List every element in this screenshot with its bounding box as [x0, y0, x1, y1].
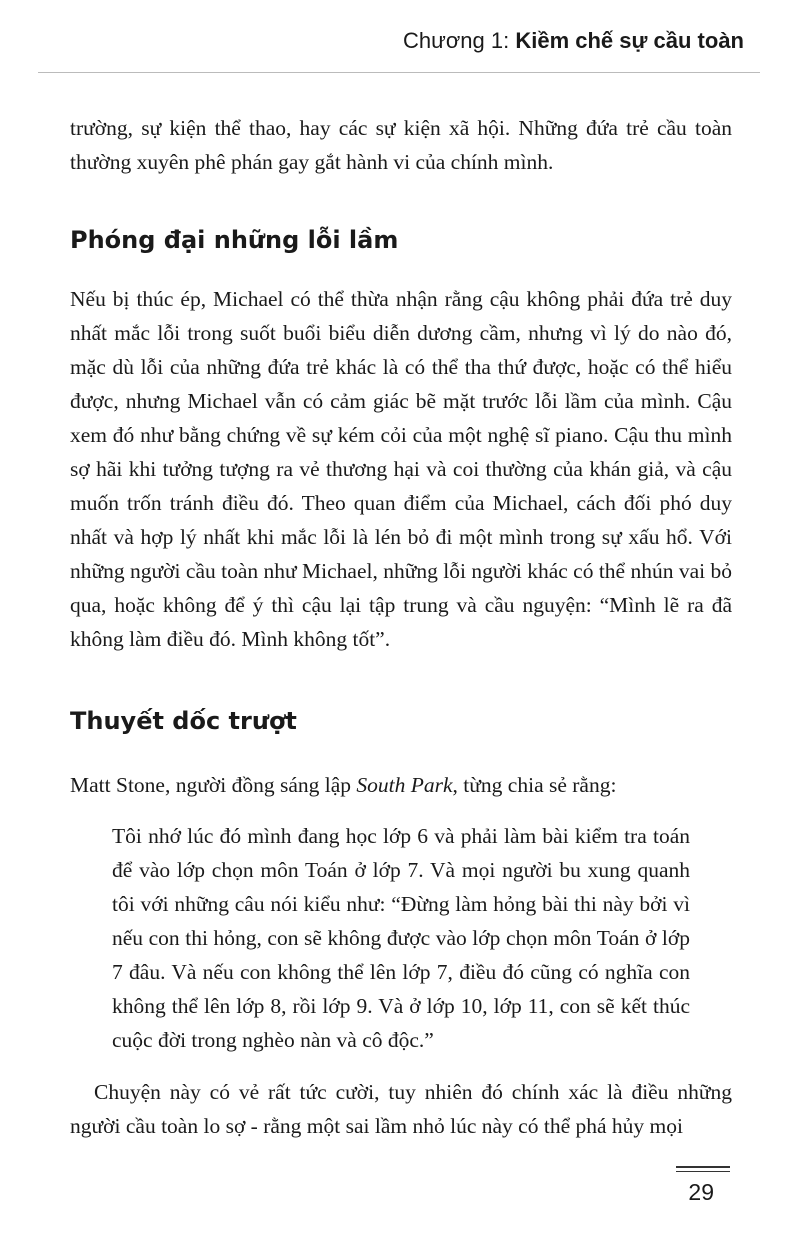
paragraph-michael: Nếu bị thúc ép, Michael có thể thừa nhận rằng cậu không phải đứa trẻ duy nhất mắc lỗi trong suốt buổi biểu diễn dương cầm, nhưng vì lý do nào đó, mặc dù lỗi của những đứa trẻ khác là có thể tha thứ được, hoặc có thể hiểu được, nhưng Michael vẫn có cảm giác bẽ mặt trước lỗi lầm của mình. Cậu xem đó như bằng chứng về sự kém cỏi của một nghệ sĩ piano. Cậu thu mình sợ hãi khi tưởng tượng ra vẻ thương hại và coi thường của khán giả, và cậu muốn trốn tránh điều đó. Theo quan điểm của Michael, cách đối phó duy nhất và hợp lý nhất khi mắc lỗi là lén bỏ đi một mình trong sự xấu hổ. Với những người cầu toàn như Michael, những lỗi người khác có thể nhún vai bỏ qua, hoặc không để ý thì cậu lại tập trung và cầu nguyện: “Mình lẽ ra đã không làm điều đó. Mình không tốt”. [70, 287, 732, 651]
footer-divider [676, 1166, 730, 1172]
paragraph-conclusion: Chuyện này có vẻ rất tức cười, tuy nhiên đó chính xác là điều những người cầu toàn lo sợ - rằng một sai lầm nhỏ lúc này có thể phá hủy mọi [70, 1080, 732, 1138]
matt-stone-text-before: Matt Stone, người đồng sáng lập [70, 773, 357, 797]
matt-stone-text-after: , từng chia sẻ rằng: [452, 773, 617, 797]
section-heading-slippery-slope: Thuyết dốc trượt [70, 707, 297, 735]
south-park-title: South Park [356, 773, 453, 797]
chapter-title: Kiềm chế sự cầu toàn [515, 28, 744, 53]
chapter-label: Chương 1: [402, 28, 510, 53]
section-heading-exaggerate-mistakes: Phóng đại những lỗi lầm [70, 226, 399, 254]
block-quote: Tôi nhớ lúc đó mình đang học lớp 6 và phải làm bài kiểm tra toán để vào lớp chọn môn Toán ở lớp 7. Và mọi người bu xung quanh tôi với những câu nói kiểu như: “Đừng làm hỏng bài thi này bởi vì nếu con thi hỏng, con sẽ không được vào lớp chọn môn Toán ở lớp 7 đâu. Và nếu con không thể lên lớp 7, điều đó cũng có nghĩa con không thể lên lớp 8, rồi lớp 9. Và ở lớp 10, lớp 11, con sẽ kết thúc cuộc đời trong nghèo nàn và cô độc.” [112, 824, 690, 1052]
running-head [403, 28, 744, 54]
page-number: 29 [688, 1179, 714, 1205]
paragraph-intro: trường, sự kiện thể thao, hay các sự kiện xã hội. Những đứa trẻ cầu toàn thường xuyên phê phán gay gắt hành vi của chính mình. [70, 116, 732, 174]
paragraph-matt-stone [70, 768, 732, 802]
header-divider [38, 72, 760, 73]
